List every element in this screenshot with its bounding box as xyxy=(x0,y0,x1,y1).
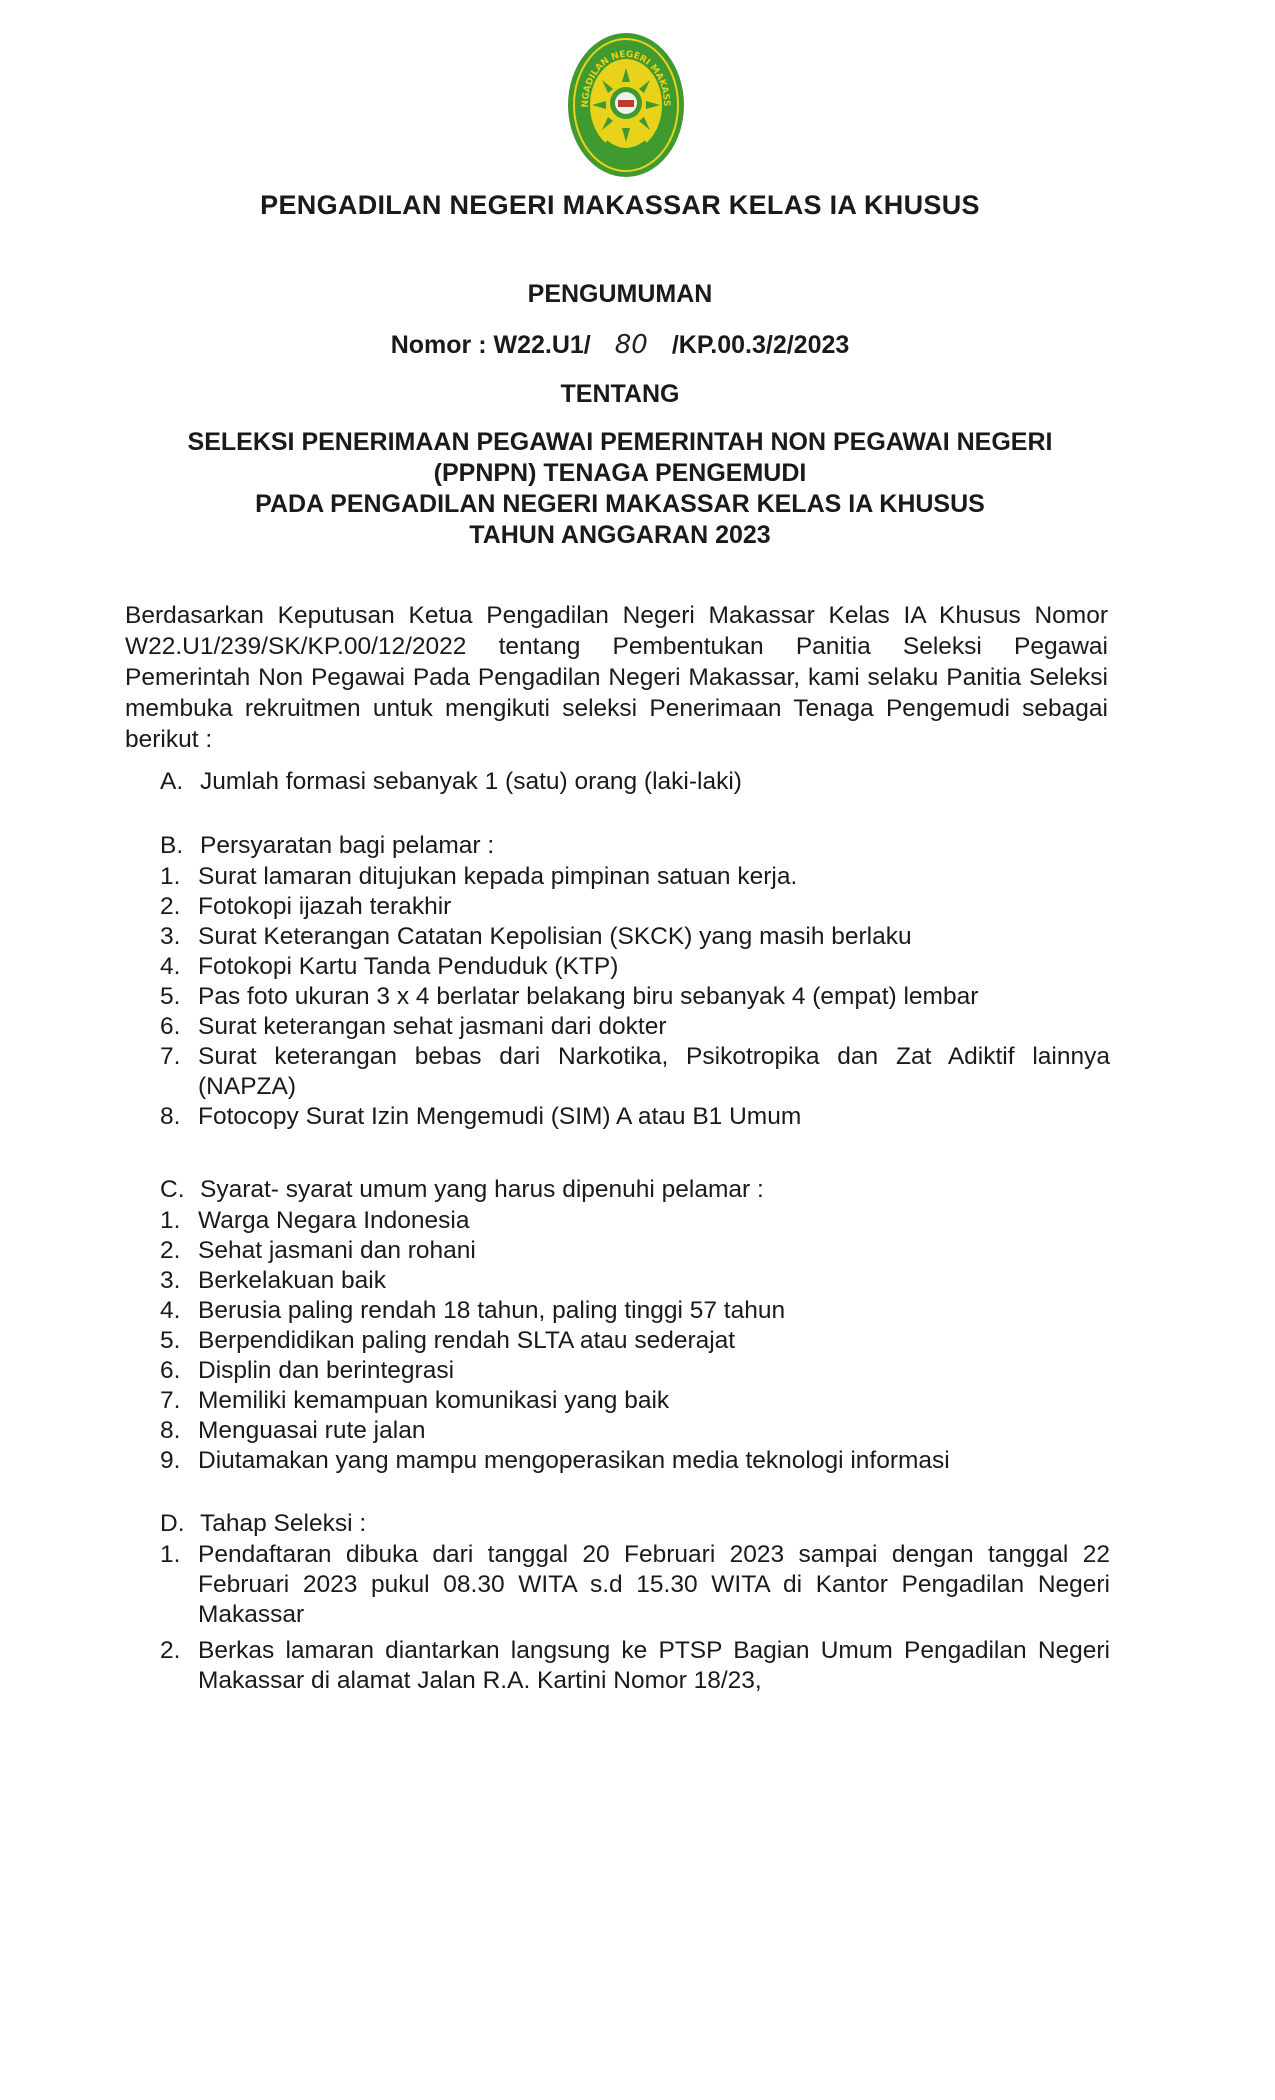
list-item xyxy=(160,1012,1110,1042)
section-heading: Tahap Seleksi : xyxy=(200,1510,367,1537)
item-text: Menguasai rute jalan xyxy=(198,1417,426,1444)
item-text: Diutamakan yang mampu mengoperasikan media teknologi informasi xyxy=(198,1447,950,1474)
item-text: Surat Keterangan Catatan Kepolisian (SKCK) yang masih berlaku xyxy=(198,923,912,950)
section-b xyxy=(160,832,1110,1132)
item-text: Berusia paling rendah 18 tahun, paling tinggi 57 tahun xyxy=(198,1297,786,1324)
item-number: 6. xyxy=(160,1013,181,1040)
list-item xyxy=(160,892,1110,922)
title-line: SELEKSI PENERIMAAN PEGAWAI PEMERINTAH NON PEGAWAI NEGERI xyxy=(187,428,1053,456)
item-text: Sehat jasmani dan rohani xyxy=(198,1237,476,1264)
section-d xyxy=(160,1510,1110,1696)
number-prefix: Nomor : W22.U1/ xyxy=(390,331,591,359)
item-text: Fotocopy Surat Izin Mengemudi (SIM) A atau B1 Umum xyxy=(198,1103,802,1130)
title-line: (PPNPN) TENAGA PENGEMUDI xyxy=(433,459,807,487)
section-letter: B. xyxy=(160,832,184,859)
announcement-number xyxy=(0,330,1240,360)
title-line: TAHUN ANGGARAN 2023 xyxy=(469,521,771,549)
general-requirements-list xyxy=(160,1206,1110,1476)
item-number: 2. xyxy=(160,1637,181,1664)
list-item xyxy=(160,1386,1110,1416)
item-text: Surat keterangan bebas dari Narkotika, Psikotropika dan Zat Adiktif lainnya (NAPZA) xyxy=(198,1043,1110,1100)
item-text: Surat keterangan sehat jasmani dari dokter xyxy=(198,1013,667,1040)
title-line: PADA PENGADILAN NEGERI MAKASSAR KELAS IA KHUSUS xyxy=(255,490,985,518)
item-number: 2. xyxy=(160,893,181,920)
item-number: 4. xyxy=(160,953,181,980)
item-number: 1. xyxy=(160,1207,181,1234)
item-number: 7. xyxy=(160,1387,181,1414)
list-item xyxy=(160,1540,1110,1630)
item-number: 5. xyxy=(160,983,181,1010)
section-heading: Persyaratan bagi pelamar : xyxy=(200,832,495,859)
list-item xyxy=(160,862,1110,892)
item-number: 3. xyxy=(160,1267,181,1294)
court-logo xyxy=(566,30,686,180)
item-number: 1. xyxy=(160,863,181,890)
list-item xyxy=(160,1636,1110,1696)
section-letter: C. xyxy=(160,1176,185,1203)
section-letter: D. xyxy=(160,1510,185,1537)
item-number: 5. xyxy=(160,1327,181,1354)
section-c xyxy=(160,1176,1110,1476)
list-item xyxy=(160,982,1110,1012)
item-text: Pas foto ukuran 3 x 4 berlatar belakang biru sebanyak 4 (empat) lembar xyxy=(198,983,979,1010)
item-number: 1. xyxy=(160,1541,181,1568)
intro-paragraph: Berdasarkan Keputusan Ketua Pengadilan Negeri Makassar Kelas IA Khusus Nomor W22.U1/239/SK/KP.00/12/2022 tentang Pembentukan Panitia Seleksi Pegawai Pemerintah Non Pegawai Pada Pengadilan Negeri Makassar, kami selaku Panitia Seleksi membuka rekruitmen untuk mengikuti seleksi Penerimaan Tenaga Pengemudi sebagai berikut : xyxy=(125,602,1108,753)
tentang-label: TENTANG xyxy=(560,380,680,408)
section-a xyxy=(160,768,1110,796)
item-number: 6. xyxy=(160,1357,181,1384)
svg-text:PENGADILAN NEGERI MAKASSAR: NGADILAN NEGERI MAKASS xyxy=(580,49,672,108)
item-number: 8. xyxy=(160,1103,181,1130)
list-item xyxy=(160,1326,1110,1356)
court-seal-icon xyxy=(566,30,686,180)
list-item xyxy=(160,1206,1110,1236)
announcement-title xyxy=(0,427,1240,551)
number-handwritten: 80 xyxy=(614,330,648,360)
list-item xyxy=(160,1102,1110,1132)
item-text: Berpendidikan paling rendah SLTA atau sederajat xyxy=(198,1327,736,1354)
item-text: Displin dan berintegrasi xyxy=(198,1357,455,1384)
item-number: 7. xyxy=(160,1043,181,1070)
section-heading: Jumlah formasi sebanyak 1 (satu) orang (laki-laki) xyxy=(200,768,742,795)
list-item xyxy=(160,1042,1110,1102)
court-name-heading: PENGADILAN NEGERI MAKASSAR KELAS IA KHUSUS xyxy=(260,190,980,220)
announcement-label: PENGUMUMAN xyxy=(527,280,713,308)
item-number: 4. xyxy=(160,1297,181,1324)
item-text: Warga Negara Indonesia xyxy=(198,1207,470,1234)
item-text: Fotokopi Kartu Tanda Penduduk (KTP) xyxy=(198,953,619,980)
list-item xyxy=(160,1266,1110,1296)
item-number: 3. xyxy=(160,923,181,950)
number-suffix: /KP.00.3/2/2023 xyxy=(671,331,850,359)
list-item xyxy=(160,1296,1110,1326)
list-item xyxy=(160,1416,1110,1446)
item-text: Berkas lamaran diantarkan langsung ke PTSP Bagian Umum Pengadilan Negeri Makassar di alamat Jalan R.A. Kartini Nomor 18/23, xyxy=(198,1637,1110,1694)
list-item xyxy=(160,922,1110,952)
section-letter: A. xyxy=(160,768,184,795)
list-item xyxy=(160,952,1110,982)
item-number: 8. xyxy=(160,1417,181,1444)
item-text: Surat lamaran ditujukan kepada pimpinan satuan kerja. xyxy=(198,863,798,890)
selection-stages-list xyxy=(160,1540,1110,1696)
list-item xyxy=(160,1356,1110,1386)
item-text: Pendaftaran dibuka dari tanggal 20 Februari 2023 sampai dengan tanggal 22 Februari 2023 pukul 08.30 WITA s.d 15.30 WITA di Kantor Pengadilan Negeri Makassar xyxy=(198,1541,1110,1628)
requirements-list xyxy=(160,862,1110,1132)
item-text: Fotokopi ijazah terakhir xyxy=(198,893,452,920)
item-number: 9. xyxy=(160,1447,181,1474)
list-item xyxy=(160,1446,1110,1476)
section-heading: Syarat- syarat umum yang harus dipenuhi pelamar : xyxy=(200,1176,764,1203)
item-text: Berkelakuan baik xyxy=(198,1267,386,1294)
list-item xyxy=(160,1236,1110,1266)
item-number: 2. xyxy=(160,1237,181,1264)
item-text: Memiliki kemampuan komunikasi yang baik xyxy=(198,1387,670,1414)
